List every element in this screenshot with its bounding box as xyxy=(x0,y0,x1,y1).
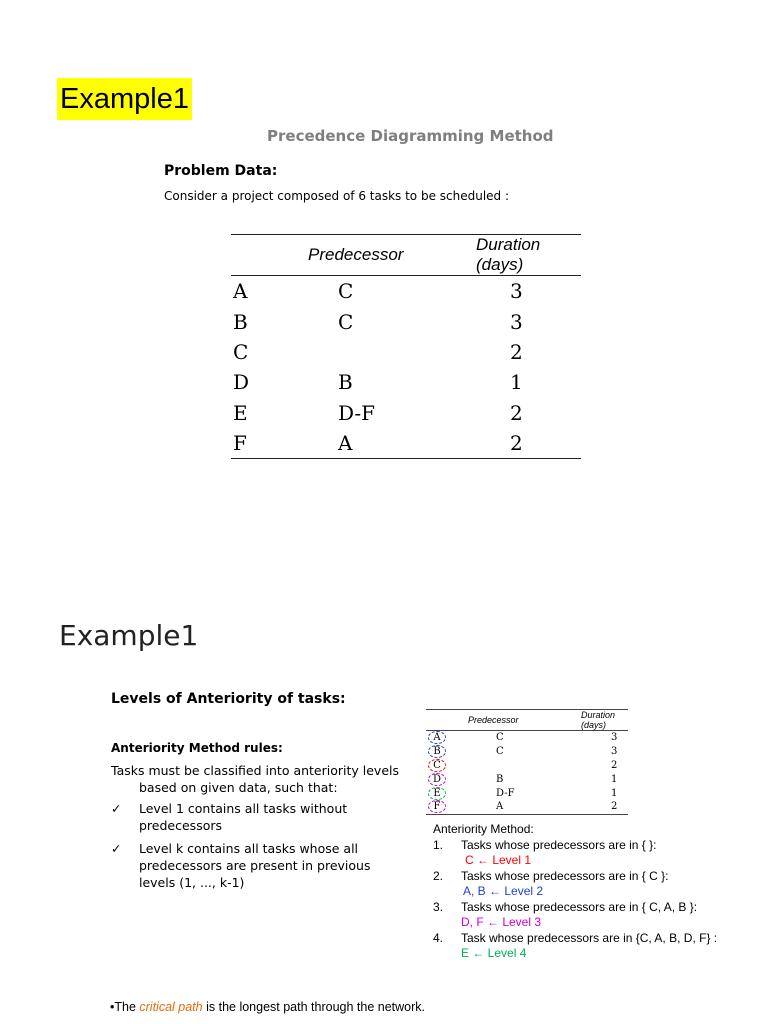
footer-prefix: •The xyxy=(110,1000,140,1014)
task-circle: A xyxy=(428,731,446,744)
predecessor-cell: C xyxy=(496,732,504,744)
method-item-text: Tasks whose predecessors are in { C }: xyxy=(461,869,669,883)
level-result: D, F ← Level 3 xyxy=(461,915,542,929)
rule-bullet-text xyxy=(139,840,407,891)
task-circle: F xyxy=(428,800,446,813)
duration-cell: 3 xyxy=(510,309,523,334)
table-row xyxy=(231,398,581,428)
header-predecessor: Predecessor xyxy=(468,710,581,731)
table-row xyxy=(426,759,628,773)
table-row xyxy=(426,745,628,759)
header-predecessor: Predecessor xyxy=(308,235,476,276)
predecessor-cell xyxy=(468,759,581,773)
level-result: E ← Level 4 xyxy=(461,946,527,960)
rules-intro xyxy=(111,762,411,796)
method-item-number: 2. xyxy=(433,869,444,883)
task-circle: E xyxy=(428,787,446,800)
method-subtitle: Precedence Diagramming Method xyxy=(267,127,554,145)
task-circle: D xyxy=(428,773,446,786)
header-task xyxy=(231,235,308,276)
rules-intro-line: based on given data, such that: xyxy=(139,780,338,795)
duration-cell: 2 xyxy=(510,400,523,425)
table-row xyxy=(426,731,628,745)
duration-cell: 3 xyxy=(611,746,618,758)
checkmark-icon: ✓ xyxy=(111,801,122,816)
duration-cell: 2 xyxy=(611,801,618,813)
task-cell: C xyxy=(233,339,249,364)
table-row xyxy=(426,772,628,786)
duration-cell: 3 xyxy=(510,279,523,304)
predecessor-cell xyxy=(308,337,476,367)
predecessor-cell: C xyxy=(338,309,354,334)
method-item-text: Tasks whose predecessors are in { C, A, B }: xyxy=(461,900,698,914)
header-task xyxy=(426,710,468,731)
footer-suffix: is the longest path through the network. xyxy=(202,1000,425,1014)
header-duration: Duration (days) xyxy=(581,710,628,731)
predecessor-cell: C xyxy=(338,279,354,304)
method-item-number: 4. xyxy=(433,931,444,945)
duration-cell: 3 xyxy=(611,732,618,744)
task-circle: C xyxy=(428,759,446,772)
predecessor-cell: B xyxy=(338,370,353,395)
table-row xyxy=(426,800,628,814)
table-row xyxy=(231,306,581,336)
task-cell: D xyxy=(233,370,250,395)
small-task-table xyxy=(426,709,628,815)
rule-line: predecessors are present in previous xyxy=(139,858,371,873)
duration-cell: 2 xyxy=(611,759,618,771)
method-item-text: Task whose predecessors are in {C, A, B, D, F} : xyxy=(461,931,718,945)
rule-line: levels (1, ..., k-1) xyxy=(139,875,245,890)
duration-cell: 2 xyxy=(510,431,523,456)
table-row xyxy=(231,337,581,367)
task-cell: E xyxy=(233,400,248,425)
task-circle: B xyxy=(428,745,446,758)
duration-cell: 1 xyxy=(611,787,618,799)
duration-cell: 1 xyxy=(611,773,618,785)
task-cell: F xyxy=(233,431,247,456)
table-row xyxy=(426,786,628,800)
method-item-text: Tasks whose predecessors are in { }: xyxy=(461,838,657,852)
slide1-title: Example1 xyxy=(57,78,192,120)
rules-intro-line: Tasks must be classified into anteriority levels xyxy=(111,763,399,778)
rule-line: Level 1 contains all tasks without xyxy=(139,801,348,816)
table-row xyxy=(231,276,581,307)
problem-text: Consider a project composed of 6 tasks to be scheduled : xyxy=(164,189,510,203)
predecessor-cell: A xyxy=(338,431,353,456)
checkmark-icon: ✓ xyxy=(111,841,122,856)
slide2-title: Example1 xyxy=(59,619,199,652)
duration-cell: 1 xyxy=(510,370,523,395)
task-cell: B xyxy=(233,309,248,334)
task-table xyxy=(231,234,581,459)
levels-heading: Levels of Anteriority of tasks: xyxy=(111,691,346,707)
level-result: A, B ← Level 2 xyxy=(463,884,544,898)
table-row xyxy=(231,428,581,459)
header-duration: Duration (days) xyxy=(476,235,581,276)
problem-heading: Problem Data: xyxy=(164,163,278,179)
predecessor-cell: D-F xyxy=(338,400,376,425)
predecessor-cell: B xyxy=(496,773,504,785)
critical-path-note xyxy=(110,1000,425,1014)
task-cell: A xyxy=(233,279,248,304)
rule-line: predecessors xyxy=(139,818,223,833)
critical-path-term: critical path xyxy=(139,1000,203,1014)
rule-line: Level k contains all tasks whose all xyxy=(139,841,359,856)
duration-cell: 2 xyxy=(510,339,523,364)
rules-heading: Anteriority Method rules: xyxy=(111,741,283,755)
small-table-header xyxy=(426,710,628,731)
table-row xyxy=(231,367,581,397)
predecessor-cell: A xyxy=(496,801,504,813)
method-item-number: 3. xyxy=(433,900,444,914)
predecessor-cell: C xyxy=(496,746,504,758)
task-table-header xyxy=(231,235,581,276)
anteriority-method-heading: Anteriority Method: xyxy=(433,822,534,836)
predecessor-cell: D-F xyxy=(496,787,515,799)
level-result: C ← Level 1 xyxy=(465,853,532,867)
rule-bullet-text xyxy=(139,800,407,834)
method-item-number: 1. xyxy=(433,838,444,852)
